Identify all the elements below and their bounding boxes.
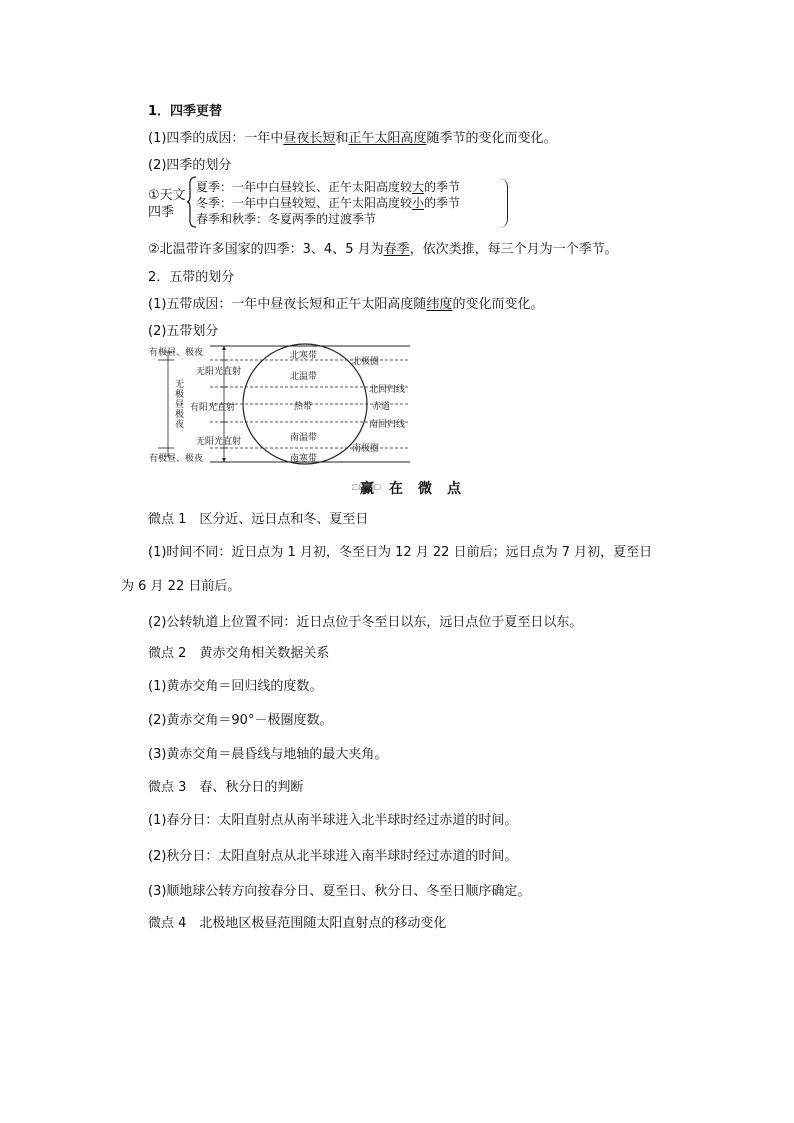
banner-char-1: 赢 (360, 481, 374, 497)
label-left-bottom: 有极昼、极夜 (149, 454, 204, 464)
label-tropic-capricorn: 南回归线 (369, 420, 406, 430)
micro-point-2-title: 微点 2 黄赤交角相关数据关系 (148, 646, 330, 661)
label-tropic-cancer: 北回归线 (369, 385, 406, 395)
banner-char-2: 在 (389, 481, 403, 497)
label-left-vertical: 无 极 昼 极 夜 (175, 380, 185, 430)
micro-point-3-title: 微点 3 春、秋分日的判断 (148, 780, 304, 795)
micro-point-3-p2: (2)秋分日：太阳直射点从北半球进入南半球时经过赤道的时间。 (148, 849, 518, 864)
zone-tropical: 热带 (294, 402, 313, 412)
section-2-title: 2．五带的划分 (148, 270, 235, 285)
zone-north-frigid: 北寒带 (290, 351, 318, 361)
summer-definition: 夏季：一年中白昼较长、正午太阳高度较大的季节 (196, 180, 461, 194)
micro-point-2-p2: (2)黄赤交角＝90°－极圈度数。 (148, 713, 333, 728)
micro-point-3-p3: (3)顺地球公转方向按春分日、夏至日、秋分日、冬至日顺序确定。 (148, 884, 531, 899)
micro-point-1-p1-line2: 为 6 月 22 日前后。 (121, 579, 241, 594)
micro-point-1-title: 微点 1 区分近、远日点和冬、夏至日 (148, 512, 369, 527)
spring-autumn-definition: 春季和秋季：冬夏两季的过渡季节 (196, 212, 377, 226)
micro-point-4-title: 微点 4 北极地区极昼范围随太阳直射点的移动变化 (148, 916, 447, 931)
micro-point-2-p1: (1)黄赤交角＝回归线的度数。 (148, 679, 323, 694)
banner-char-4: 点 (447, 481, 461, 497)
astronomical-label-b: 四季 (148, 205, 175, 220)
micro-point-2-p3: (3)黄赤交角＝晨昏线与地轴的最大夹角。 (148, 747, 388, 762)
label-antarctic-circle: 南极圈 (352, 444, 380, 454)
right-brace (499, 178, 508, 228)
micro-point-3-p1: (1)春分日：太阳直射点从南半球进入北半球时经过赤道的时间。 (148, 813, 518, 828)
winter-definition: 冬季：一年中白昼较短、正午太阳高度较小的季节 (196, 196, 461, 210)
section-1-title: 1．四季更替 (148, 104, 223, 119)
zone-south-frigid: 南寒带 (290, 454, 318, 464)
label-no-sun-top: 无阳光直射 (196, 367, 242, 377)
banner-char-3: 微 (418, 481, 432, 497)
temperate-seasons: ②北温带许多国家的四季：3、4、5 月为春季，依次类推，每三个月为一个季节。 (148, 242, 618, 257)
label-equator: 赤道 (372, 402, 391, 412)
banner-win-at-micro-points (352, 477, 472, 497)
label-arctic-circle: 北极圈 (352, 357, 380, 367)
five-zones-division-heading: (2)五带划分 (148, 324, 219, 339)
label-has-sun: 有阳光直射 (190, 403, 236, 413)
label-left-top: 有极昼、极夜 (149, 348, 204, 358)
label-no-sun-bottom: 无阳光直射 (196, 437, 242, 447)
astronomical-label-a: ①天文 (148, 188, 186, 203)
micro-point-1-p1-line1: (1)时间不同：近日点为 1 月初，冬至日为 12 月 22 日前后；远日点为 7 月初，夏至日 (148, 545, 653, 560)
four-seasons-division-heading: (2)四季的划分 (148, 158, 232, 173)
zone-north-temperate: 北温带 (290, 372, 318, 382)
four-seasons-cause: (1)四季的成因：一年中昼夜长短和正午太阳高度随季节的变化而变化。 (148, 131, 557, 146)
micro-point-1-p2: (2)公转轨道上位置不同：近日点位于冬至日以东，远日点位于夏至日以东。 (148, 615, 583, 630)
five-zones-cause: (1)五带成因：一年中昼夜长短和正午太阳高度随纬度的变化而变化。 (148, 297, 544, 312)
zone-south-temperate: 南温带 (290, 433, 318, 443)
